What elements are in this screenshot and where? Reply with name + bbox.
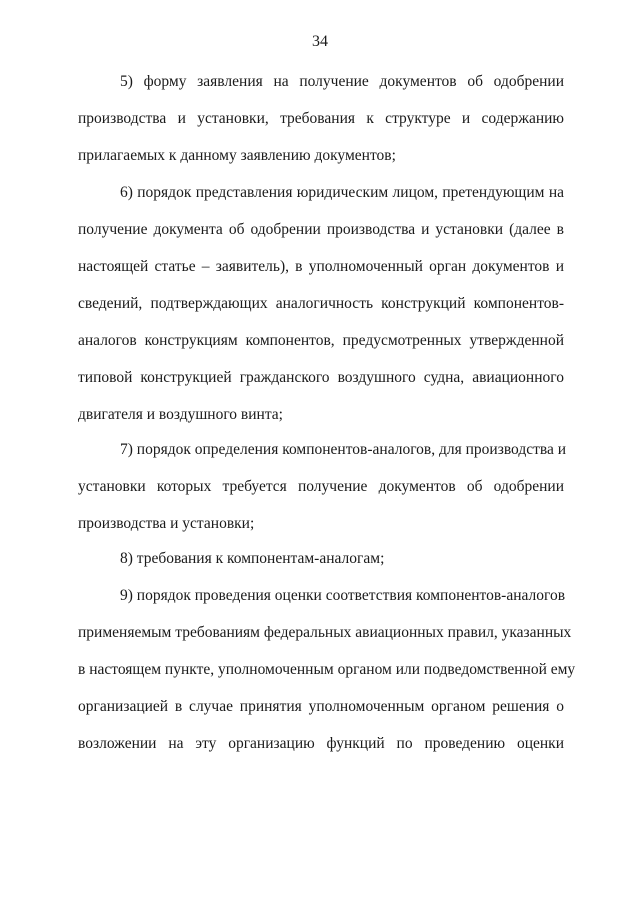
text-line: 8) требования к компонентам-аналогам; — [120, 550, 385, 567]
text-line: двигателя и воздушного винта; — [78, 406, 283, 423]
text-line: 5) форму заявления на получение документов об одобрении — [120, 73, 564, 90]
text-line: сведений, подтверждающих аналогичность конструкций компонентов- — [78, 295, 564, 312]
text-line: организацией в случае принятия уполномоченным органом решения о — [78, 698, 564, 715]
text-line: 9) порядок проведения оценки соответствия компонентов-аналогов — [120, 587, 566, 604]
text-line: применяемым требованиям федеральных авиационных правил, указанных — [78, 624, 572, 641]
text-line: производства и установки, требования к структуре и содержанию — [78, 110, 564, 127]
page-number: 34 — [312, 33, 328, 50]
text-line: в настоящем пункте, уполномоченным органом или подведомственной ему — [78, 661, 576, 678]
text-line: получение документа об одобрении производства и установки (далее в — [78, 221, 564, 238]
text-line: возложении на эту организацию функций по проведению оценки — [78, 735, 564, 752]
text-line: установки которых требуется получение документов об одобрении — [78, 478, 564, 495]
text-line: 7) порядок определения компонентов-аналогов, для производства и — [120, 441, 567, 458]
text-line: 6) порядок представления юридическим лицом, претендующим на — [120, 184, 564, 201]
text-line: производства и установки; — [78, 515, 255, 532]
text-line: прилагаемых к данному заявлению документов; — [78, 147, 396, 164]
text-line: настоящей статье – заявитель), в уполномоченный орган документов и — [78, 258, 564, 275]
text-line: типовой конструкцией гражданского воздушного судна, авиационного — [78, 369, 564, 386]
text-line: аналогов конструкциям компонентов, предусмотренных утвержденной — [78, 332, 564, 349]
